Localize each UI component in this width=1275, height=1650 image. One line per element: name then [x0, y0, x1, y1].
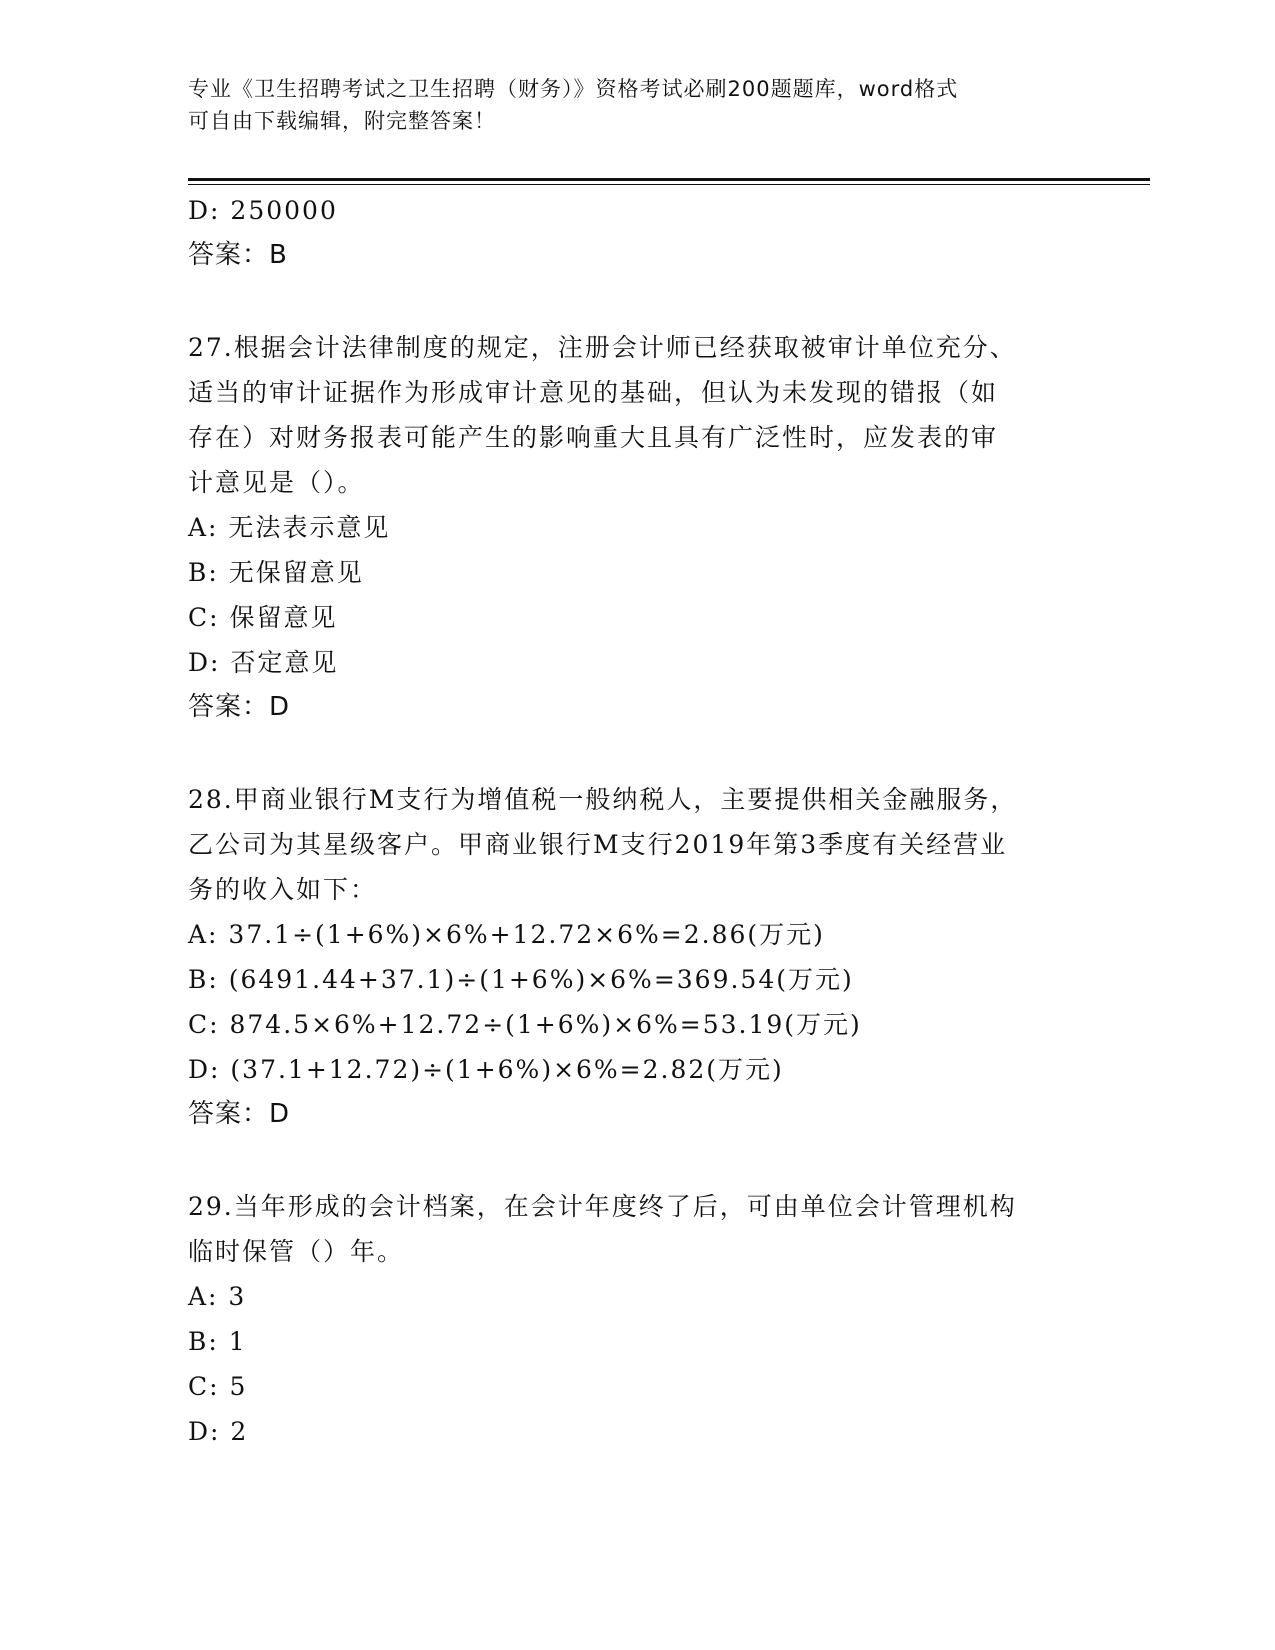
- question-27-line-2: 适当的审计证据作为形成审计意见的基础，但认为未发现的错报（如: [188, 378, 999, 407]
- question-27-line-3: 存在）对财务报表可能产生的影响重大且具有广泛性时，应发表的审: [188, 423, 999, 452]
- prev-option-d: D: 250000: [188, 196, 338, 225]
- header-line-2: 可自由下载编辑，附完整答案！: [188, 109, 496, 133]
- question-27-option-a: A: 无法表示意见: [188, 513, 391, 542]
- question-29-option-b: B: 1: [188, 1327, 247, 1356]
- header-rule-thin: [188, 184, 1150, 185]
- spacer: [188, 278, 1088, 325]
- document-header: [188, 73, 1068, 137]
- question-29-option-c: C: 5: [188, 1372, 248, 1401]
- question-28-answer: 答案：D: [188, 1099, 291, 1129]
- question-27-answer: 答案：D: [188, 692, 291, 722]
- question-content: [188, 188, 1088, 1454]
- question-29-line-1: 29.当年形成的会计档案，在会计年度终了后，可由单位会计管理机构: [188, 1192, 1017, 1221]
- question-29-line-2: 临时保管（）年。: [188, 1237, 405, 1266]
- question-29: [188, 1184, 1088, 1454]
- prev-answer: 答案：B: [188, 240, 288, 270]
- question-27: [188, 325, 1088, 730]
- question-28-option-d: D: (37.1+12.72)÷(1+6%)×6%=2.82(万元): [188, 1055, 784, 1084]
- spacer: [188, 1137, 1088, 1184]
- question-28: [188, 777, 1088, 1137]
- question-27-line-1: 27.根据会计法律制度的规定，注册会计师已经获取被审计单位充分、: [188, 333, 1017, 362]
- spacer: [188, 730, 1088, 777]
- header-line-1: 专业《卫生招聘考试之卫生招聘（财务）》资格考试必刷200题题库，word格式: [188, 77, 959, 101]
- question-28-line-3: 务的收入如下：: [188, 875, 378, 904]
- question-27-option-d: D: 否定意见: [188, 648, 339, 677]
- header-rule-thick: [188, 178, 1150, 181]
- question-29-option-d: D: 2: [188, 1417, 249, 1446]
- question-28-line-2: 乙公司为其星级客户。甲商业银行M支行2019年第3季度有关经营业: [188, 830, 1008, 859]
- question-28-option-c: C: 874.5×6%+12.72÷(1+6%)×6%=53.19(万元): [188, 1010, 862, 1039]
- question-28-option-b: B: (6491.44+37.1)÷(1+6%)×6%=369.54(万元): [188, 965, 854, 994]
- question-28-line-1: 28.甲商业银行M支行为增值税一般纳税人，主要提供相关金融服务，: [188, 785, 1018, 814]
- question-27-line-4: 计意见是（）。: [188, 468, 365, 497]
- question-27-option-b: B: 无保留意见: [188, 558, 364, 587]
- question-28-option-a: A: 37.1÷(1+6%)×6%+12.72×6%=2.86(万元): [188, 920, 825, 949]
- question-29-option-a: A: 3: [188, 1282, 247, 1311]
- question-27-option-c: C: 保留意见: [188, 603, 338, 632]
